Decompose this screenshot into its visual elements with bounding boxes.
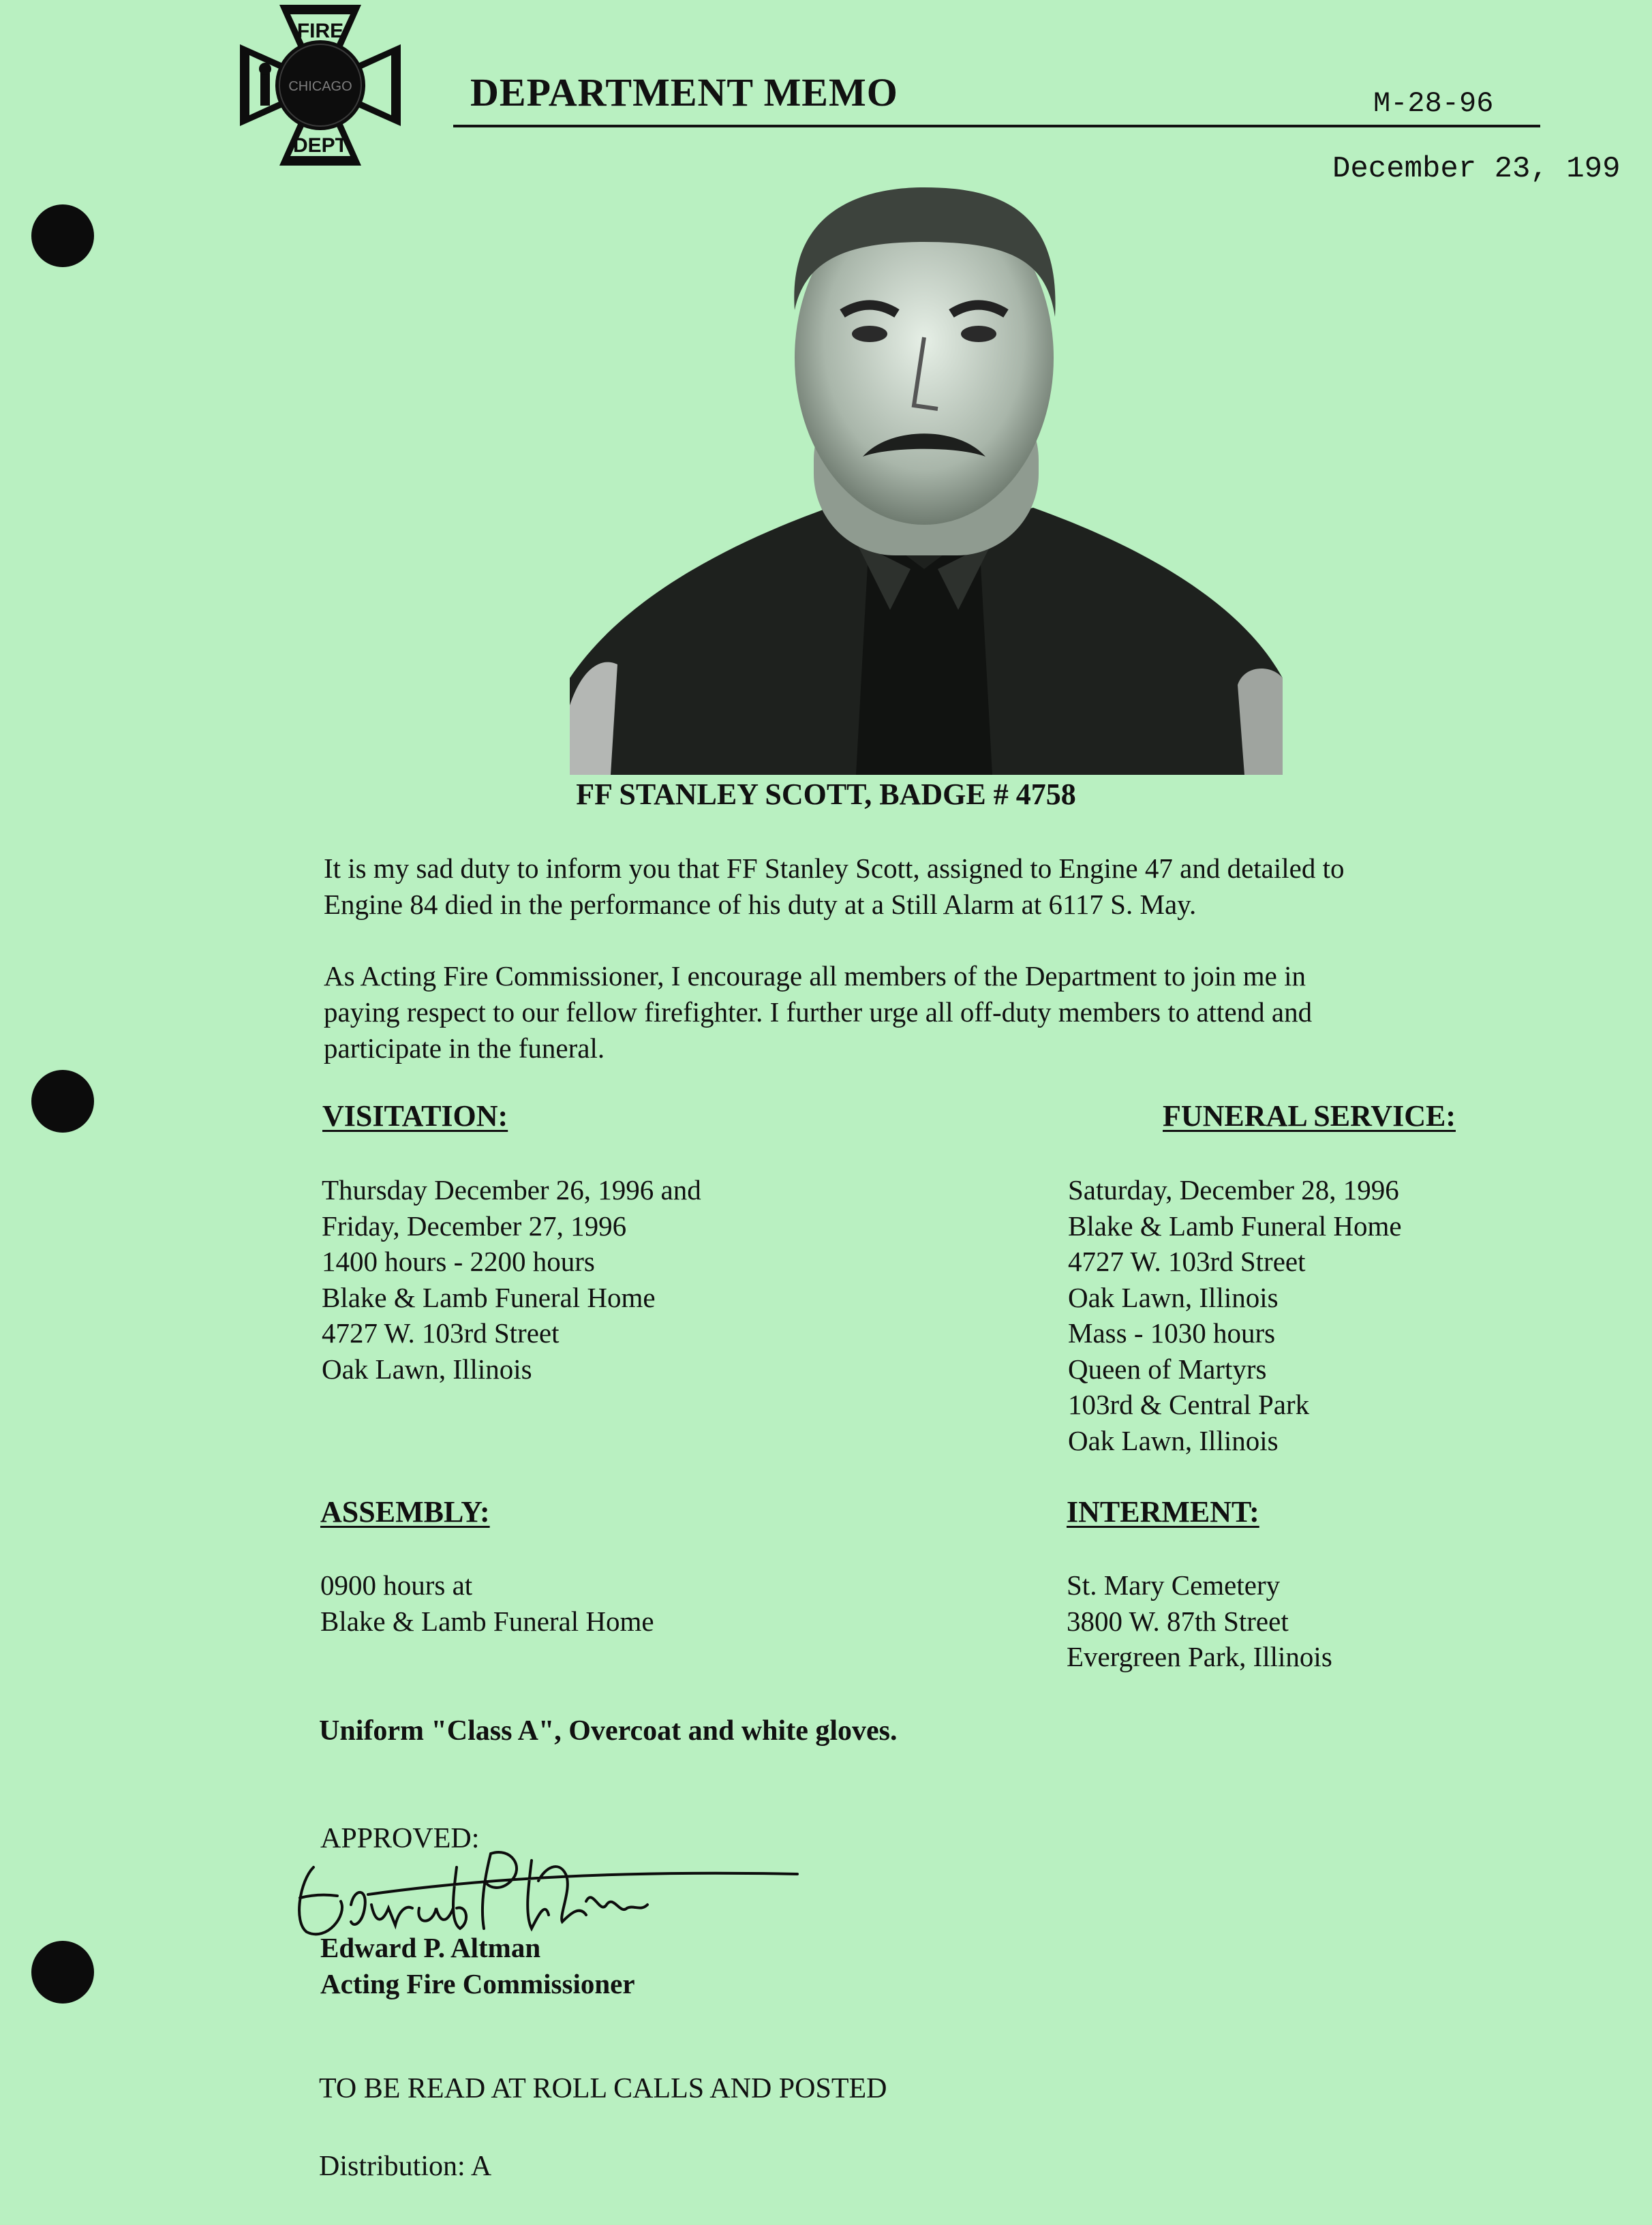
visitation-heading: VISITATION: (322, 1099, 508, 1133)
binder-hole-top (31, 204, 94, 267)
photo-caption: FF STANLEY SCOTT, BADGE # 4758 (576, 778, 1076, 811)
detail-line: Blake & Lamb Funeral Home (322, 1281, 656, 1313)
visitation-details (322, 1172, 701, 1387)
fire-department-logo (221, 0, 419, 170)
header-rule (453, 125, 1540, 127)
distribution-line: Distribution: A (319, 2151, 492, 2182)
paragraph-line: participate in the funeral. (324, 1032, 605, 1064)
detail-line: Blake & Lamb Funeral Home (320, 1605, 654, 1637)
binder-hole-middle (31, 1070, 94, 1133)
detail-line: 0900 hours at (320, 1569, 473, 1601)
signer-title: Acting Fire Commissioner (320, 1968, 635, 1999)
paragraph-line: paying respect to our fellow firefighter. I further urge all off-duty members to attend and (324, 996, 1313, 1028)
logo-center-word: CHICAGO (288, 79, 352, 94)
detail-line: Evergreen Park, Illinois (1067, 1641, 1332, 1672)
paragraph-line: It is my sad duty to inform you that FF Stanley Scott, assigned to Engine 47 and detailed to (324, 853, 1345, 884)
detail-line: 4727 W. 103rd Street (322, 1317, 560, 1349)
assembly-details (320, 1567, 654, 1639)
detail-line: 4727 W. 103rd Street (1068, 1246, 1306, 1277)
memo-title: DEPARTMENT MEMO (470, 70, 898, 114)
detail-line: Oak Lawn, Illinois (1068, 1424, 1279, 1456)
detail-line: Friday, December 27, 1996 (322, 1210, 627, 1242)
signer-block (320, 1930, 635, 2002)
detail-line: St. Mary Cemetery (1067, 1569, 1281, 1601)
encouragement-paragraph (324, 958, 1537, 1067)
approved-label: APPROVED: (320, 1823, 480, 1854)
firefighter-portrait-photo (570, 187, 1283, 775)
interment-heading: INTERMENT: (1067, 1495, 1259, 1529)
logo-top-word: FIRE (296, 20, 344, 42)
detail-line: Oak Lawn, Illinois (1068, 1281, 1279, 1313)
detail-line: 3800 W. 87th Street (1067, 1605, 1289, 1637)
uniform-instruction: Uniform "Class A", Overcoat and white gloves. (319, 1715, 898, 1747)
announcement-paragraph (324, 850, 1537, 923)
paragraph-line: Engine 84 died in the performance of his duty at a Still Alarm at 6117 S. May. (324, 889, 1197, 920)
funeral-service-details (1068, 1172, 1402, 1458)
detail-line: 1400 hours - 2200 hours (322, 1246, 595, 1277)
paragraph-line: As Acting Fire Commissioner, I encourage all members of the Department to join me in (324, 960, 1306, 992)
signer-name: Edward P. Altman (320, 1932, 541, 1963)
detail-line: Thursday December 26, 1996 and (322, 1174, 701, 1206)
detail-line: Mass - 1030 hours (1068, 1317, 1276, 1349)
detail-line: Queen of Martyrs (1068, 1353, 1267, 1385)
detail-line: Blake & Lamb Funeral Home (1068, 1210, 1402, 1242)
binder-hole-bottom (31, 1941, 94, 2004)
funeral-service-heading: FUNERAL SERVICE: (1163, 1099, 1456, 1133)
memo-date: December 23, 199 (1332, 152, 1621, 186)
detail-line: Saturday, December 28, 1996 (1068, 1174, 1399, 1206)
memo-number: M-28-96 (1373, 87, 1494, 120)
logo-bottom-word: DEPT (292, 134, 348, 157)
assembly-heading: ASSEMBLY: (320, 1495, 490, 1529)
interment-details (1067, 1567, 1332, 1675)
detail-line: 103rd & Central Park (1068, 1389, 1310, 1420)
detail-line: Oak Lawn, Illinois (322, 1353, 532, 1385)
roll-call-notice: TO BE READ AT ROLL CALLS AND POSTED (319, 2073, 887, 2104)
